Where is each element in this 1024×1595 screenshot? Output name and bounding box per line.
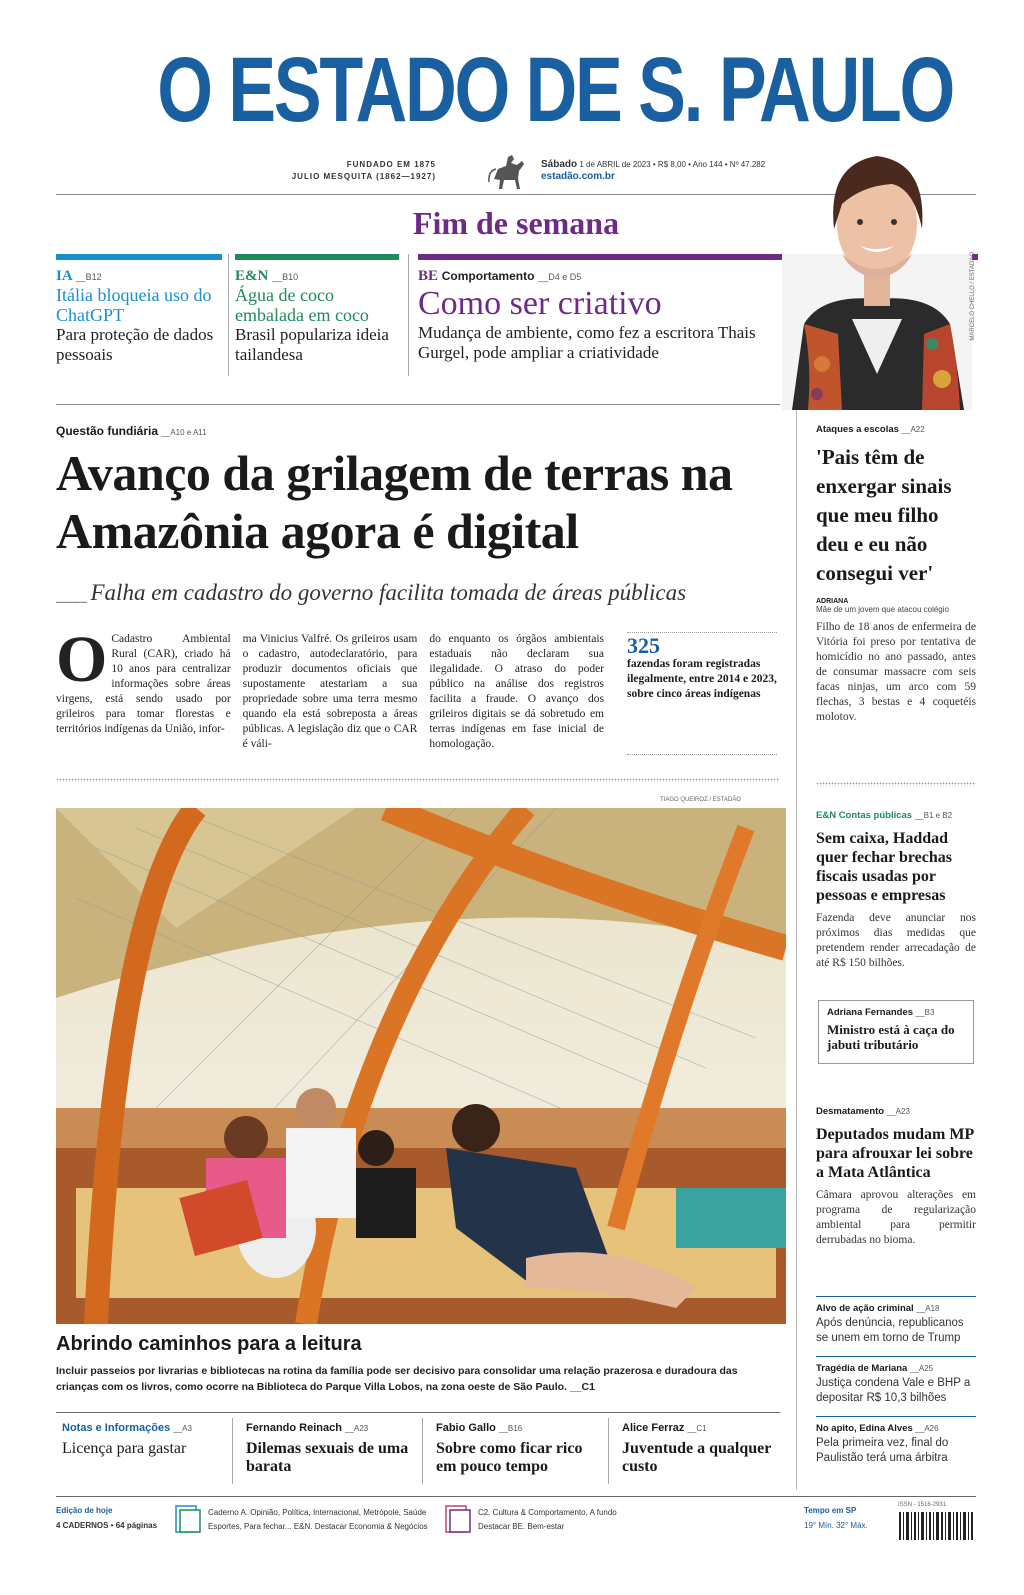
horse-rider-logo-icon bbox=[484, 149, 530, 195]
teaser-bar bbox=[235, 254, 399, 260]
right-headline[interactable]: Ministro está à caça do jabuti tributário bbox=[827, 1022, 955, 1052]
section-label: Notas e Informações bbox=[62, 1422, 171, 1434]
portrait-credit: MARCELO CHELLO / ESTADÃO bbox=[970, 252, 976, 341]
photo-caption-headline[interactable]: Abrindo caminhos para a leitura bbox=[56, 1333, 362, 1355]
stat-box bbox=[627, 632, 777, 702]
day: Sábado bbox=[541, 159, 578, 170]
main-body bbox=[56, 623, 605, 760]
section-c-icon bbox=[444, 1504, 472, 1534]
bottom-headline[interactable]: Dilemas sexuais de uma barata bbox=[246, 1440, 409, 1475]
right-headline[interactable]: Deputados mudam MP para afrouxar lei sobre a Mata Atlântica bbox=[816, 1126, 974, 1181]
right-headline[interactable]: Após denúncia, republicanos se unem em torno de Trump bbox=[816, 1317, 964, 1344]
site-link[interactable]: estadão.com.br bbox=[541, 171, 615, 182]
right-box-adriana[interactable]: Adriana Fernandes __B3 Ministro está à caça do jabuti tributário bbox=[818, 1000, 974, 1064]
right-headline[interactable]: Sem caixa, Haddad quer fechar brechas fiscais usadas por pessoas e empresas bbox=[816, 830, 952, 904]
section-label: Alvo de ação criminal bbox=[816, 1303, 914, 1314]
section-label: Questão fundiária bbox=[56, 424, 159, 438]
edition-label: Edição de hoje bbox=[56, 1506, 113, 1515]
caderno-a[interactable]: Caderno A. Opinião, Política, Internacional, Metrópole, Saúde bbox=[208, 1508, 427, 1517]
bottom-ferraz[interactable]: Alice Ferraz __C1 Juventude a qualquer custo bbox=[622, 1422, 772, 1475]
right-headline[interactable]: 'Pais têm de enxergar sinais que meu filho deu e eu não consegui ver' bbox=[816, 445, 952, 585]
bottom-notas[interactable]: Notas e Informações __A3 Licença para gastar bbox=[62, 1422, 222, 1494]
teaser-sub: Brasil populariza ideia tailandesa bbox=[235, 325, 389, 364]
teaser-section: BE bbox=[418, 268, 439, 284]
right-brief-edina[interactable]: No apito, Edina Alves __A26 Pela primeira vez, final do Paulistão terá uma árbitra bbox=[816, 1423, 976, 1466]
caderno-c[interactable]: C2. Cultura & Comportamento, A fundo bbox=[478, 1508, 617, 1517]
bottom-headline[interactable]: Licença para gastar bbox=[62, 1440, 187, 1457]
right-text: Fazenda deve anunciar nos próximos dias medidas que pretendem render arrecadação de até R$ 150 bilhões. bbox=[816, 912, 976, 969]
right-story-desmatamento[interactable]: Desmatamento __A23 Deputados mudam MP para afrouxar lei sobre a Mata Atlântica Câmara aprovou alterações em programa de regularização ambiental para permitir derrubadas no bioma. bbox=[816, 1106, 976, 1246]
right-text: Filho de 18 anos de enfermeira de Vitória foi preso por tentativa de homicídio no ano passado, antes de consumar massacre com seis facas ninjas, um arco com 59 flechas, 3 bestas e 4 coquetéis molotov. bbox=[816, 621, 976, 723]
section-label: Ataques a escolas bbox=[816, 424, 899, 435]
weekend-banner[interactable]: Fim de semana bbox=[412, 205, 620, 241]
quote-source-desc: Mãe de um jovem que atacou colégio bbox=[816, 605, 949, 614]
teaser-headline[interactable]: Como ser criativo bbox=[418, 285, 662, 322]
section-label: Fernando Reinach bbox=[246, 1422, 342, 1434]
weather-label: Tempo em SP bbox=[804, 1506, 857, 1515]
bottom-gallo[interactable]: Fabio Gallo __B16 Sobre como ficar rico em pouco tempo bbox=[436, 1422, 596, 1494]
stat-number: 325 bbox=[627, 633, 660, 658]
teaser-sub: Para proteção de dados pessoais bbox=[56, 325, 214, 364]
teaser-en[interactable]: E&N __B10 Água de coco embalada em coco Brasil populariza ideia tailandesa bbox=[235, 254, 399, 376]
caderno-c-2[interactable]: Destacar BE. Bem-estar bbox=[478, 1522, 565, 1531]
portrait-photo[interactable] bbox=[782, 134, 972, 410]
photo-caption: Incluir passeios por livrarias e bibliotecas na rotina da família pode ser decisivo para consolidar uma relação prazerosa e duradoura das crianças com os livros, como ocorre na Biblioteca do Parque Villa Lobos, na zona oeste de São Paulo. __C1 bbox=[56, 1365, 738, 1393]
section-label: Tragédia de Mariana bbox=[816, 1363, 908, 1374]
caderno-a-2[interactable]: Esportes, Para fechar... E&N. Destacar Economia & Negócios bbox=[208, 1522, 428, 1531]
section-label: No apito, Edina Alves bbox=[816, 1423, 913, 1434]
teaser-headline[interactable]: Itália bloqueia uso do ChatGPT bbox=[56, 285, 212, 325]
right-headline[interactable]: Justiça condena Vale e BHP a depositar R$ 10,3 bilhões bbox=[816, 1377, 971, 1404]
weather: 19° Mín. 32° Máx. bbox=[804, 1521, 868, 1530]
bottom-reinach[interactable]: Fernando Reinach __A23 Dilemas sexuais de uma barata bbox=[246, 1422, 416, 1494]
right-text: Câmara aprovou alterações em programa de regularização ambiental para permitir derrubadas no bioma. bbox=[816, 1189, 976, 1246]
library-photo[interactable] bbox=[56, 808, 786, 1324]
right-story-haddad[interactable]: E&N Contas públicas __B1 e B2 Sem caixa, Haddad quer fechar brechas fiscais usadas por pessoas e empresas Fazenda deve anunciar nos próximos dias medidas que pretendem render arrecadação de até R$ 150 bilhões. bbox=[816, 810, 976, 969]
right-brief-mariana[interactable]: Tragédia de Mariana __A25 Justiça condena Vale e BHP a depositar R$ 10,3 bilhões bbox=[816, 1363, 976, 1406]
right-brief-trump[interactable]: Alvo de ação criminal __A18 Após denúncia, republicanos se unem em torno de Trump bbox=[816, 1303, 976, 1346]
body-col-2: ma Vinicius Valfré. Os grileiros usam o cadastro, autodeclaratório, para produzir documentos oficiais que supostamente atestariam a sua propriedade sobre uma terra mesmo quando ela está sobreposta a áreas públicas. A legislação diz que o CAR é váli- bbox=[242, 633, 418, 750]
main-deck: ___ Falha em cadastro do governo facilita tomada de áreas públicas bbox=[56, 580, 776, 606]
teaser-section: E&N bbox=[235, 268, 269, 284]
section-label: Adriana Fernandes bbox=[827, 1007, 914, 1018]
newspaper-title[interactable]: O ESTADO DE S. PAULO bbox=[157, 39, 953, 141]
section-label: Fabio Gallo bbox=[436, 1422, 496, 1434]
section-label: E&N Contas públicas bbox=[816, 810, 913, 821]
body-col-3: do enquanto os órgãos ambientais estaduais não declaram sua ilegalidade. O atraso do poder público na análise dos registros facilita a fraude. O avanço dos grileiros digitais se dá sobretudo em terras indígenas em fase inicial de homologação. bbox=[429, 633, 605, 750]
teaser-section: IA bbox=[56, 268, 72, 284]
teaser-bar bbox=[56, 254, 222, 260]
teaser-be[interactable]: BE Comportamento __D4 e D5 Como ser criativo Mudança de ambiente, como fez a escritora Thais Gurgel, pode ampliar a criatividade bbox=[418, 254, 772, 376]
founded-year: FUNDADO EM 1875 bbox=[346, 160, 436, 169]
issn: ISSN - 1516-2931 bbox=[898, 1502, 947, 1508]
teaser-headline[interactable]: Água de coco embalada em coco bbox=[235, 285, 369, 325]
date-line: 1 de ABRIL de 2023 • R$ 8,00 • Ano 144 • Nº 47.282 bbox=[579, 160, 766, 169]
right-story-ataques[interactable]: Ataques a escolas __A22 'Pais têm de enxergar sinais que meu filho deu e eu não consegui ver' ADRIANA Mãe de um jovem que atacou colégio Filho de 18 anos de enfermeira de Vitória foi preso por tentativa de homicídio no ano passado, antes de consumar massacre com seis facas ninjas, um arco com 59 flechas, 3 bestas e 4 coquetéis molotov. bbox=[816, 424, 976, 723]
barcode-icon bbox=[898, 1512, 974, 1540]
main-headline[interactable]: Avanço da grilagem de terras na Amazônia agora é digital bbox=[56, 445, 733, 559]
section-a-icon bbox=[174, 1504, 202, 1534]
main-section: Questão fundiária __A10 e A11 bbox=[56, 424, 207, 438]
right-headline[interactable]: Pela primeira vez, final do Paulistão terá uma árbitra bbox=[816, 1437, 949, 1464]
bottom-headline[interactable]: Sobre como ficar rico em pouco tempo bbox=[436, 1440, 583, 1475]
footer bbox=[56, 1502, 976, 1552]
divider bbox=[56, 778, 780, 782]
dropcap: O bbox=[56, 623, 108, 696]
section-label: Desmatamento bbox=[816, 1106, 885, 1117]
founder: JULIO MESQUITA (1862—1927) bbox=[291, 172, 436, 181]
body-col-1: O Cadastro Ambiental Rural (CAR), criado há 10 anos para centralizar informações sobre áreas virgens, está sendo usado por grileiros para tomar florestas e territórios indígenas da União, infor- bbox=[56, 623, 231, 735]
teaser-sub: Mudança de ambiente, como fez a escritora Thais Gurgel, pode ampliar a criatividade bbox=[418, 323, 756, 362]
quote-source: ADRIANA bbox=[816, 598, 849, 605]
edition-count: 4 CADERNOS • 64 páginas bbox=[56, 1521, 158, 1530]
bottom-headline[interactable]: Juventude a qualquer custo bbox=[622, 1440, 772, 1475]
section-label: Alice Ferraz bbox=[622, 1422, 685, 1434]
teaser-ia[interactable]: IA __B12 Itália bloqueia uso do ChatGPT Para proteção de dados pessoais bbox=[56, 254, 222, 376]
stat-text: fazendas foram registradas ilegalmente, entre 2014 e 2023, sobre cinco áreas indígenas bbox=[627, 658, 777, 700]
photo-credit: TIAGO QUEIROZ / ESTADÃO bbox=[660, 797, 741, 803]
